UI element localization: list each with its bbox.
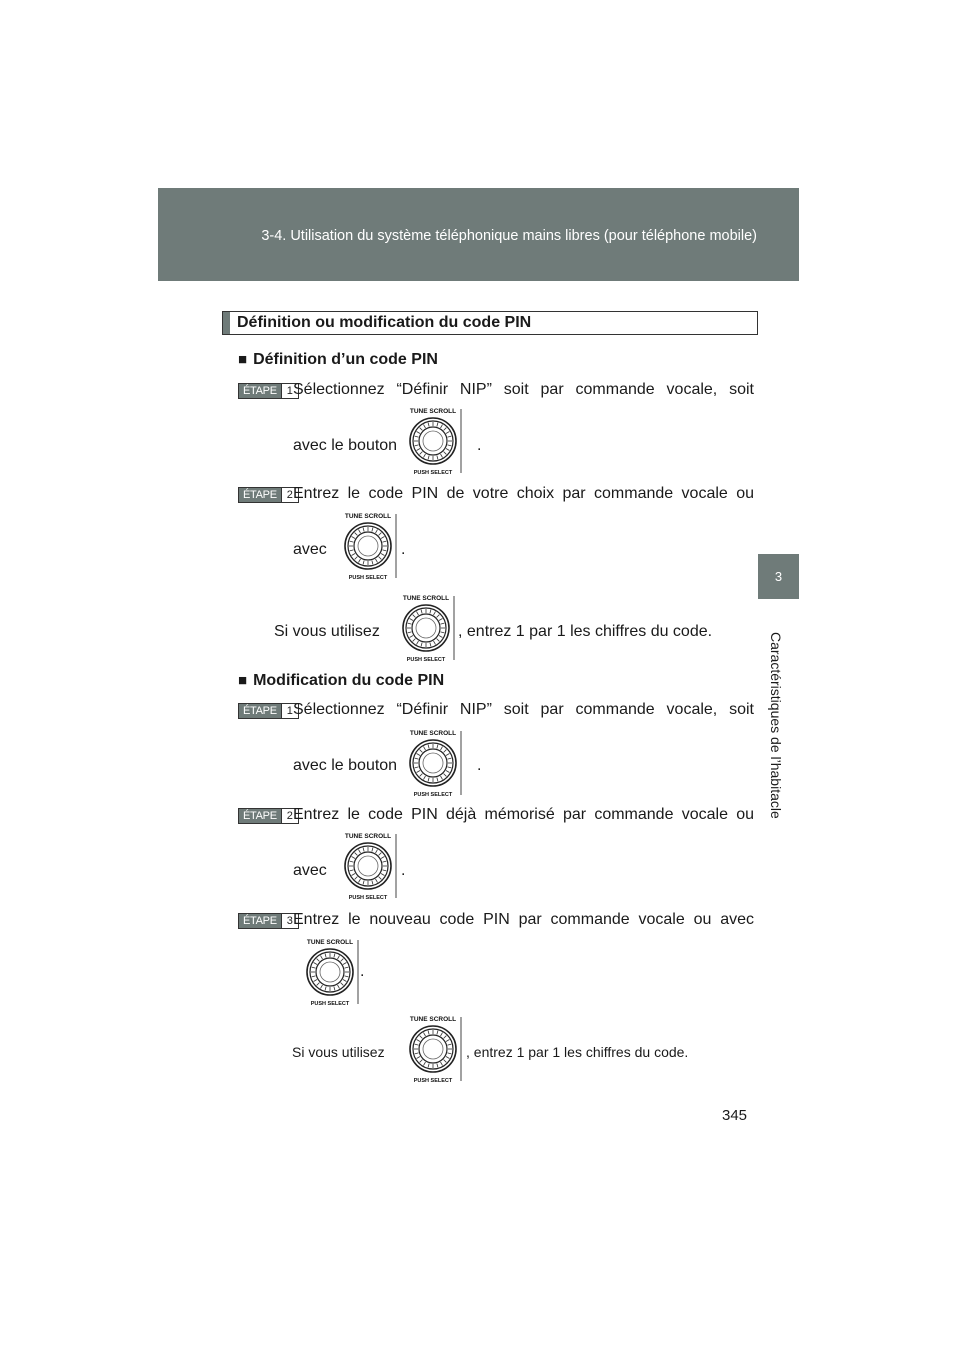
tune-scroll-knob-icon <box>405 405 465 482</box>
section-title: Définition ou modification du code PIN <box>237 314 532 331</box>
knob-top-label: TUNE SCROLL <box>344 513 392 520</box>
page-number: 345 <box>722 1107 748 1124</box>
knob-graphic <box>340 830 400 902</box>
step-text-end: . <box>360 963 365 980</box>
step-text: Entrez le code PIN déjà mémorisé par commande vocale ou <box>293 806 754 823</box>
step-text-end: . <box>477 437 482 454</box>
knob-bottom-label: PUSH SELECT <box>310 1001 350 1007</box>
step-text-cont: avec <box>293 862 327 879</box>
subheading-define-pin <box>238 351 438 369</box>
knob-bottom-label: PUSH SELECT <box>413 470 453 476</box>
step-text-cont: avec le bouton <box>293 437 398 454</box>
square-bullet-icon: ■ <box>238 672 248 689</box>
note-text-end: , entrez 1 par 1 les chiffres du code. <box>466 1044 689 1060</box>
step-number: 2 <box>281 488 298 502</box>
step-badge <box>238 808 299 824</box>
tune-scroll-knob-icon <box>302 936 365 1013</box>
knob-top-label: TUNE SCROLL <box>344 833 392 840</box>
knob-bottom-label: PUSH SELECT <box>413 792 453 798</box>
tune-scroll-knob-icon <box>405 1013 465 1090</box>
sidebar <box>758 281 799 1358</box>
step-label: ÉTAPE <box>239 384 281 398</box>
step-number: 1 <box>281 384 298 398</box>
knob-graphic <box>405 1013 465 1085</box>
note-text-end: , entrez 1 par 1 les chiffres du code. <box>458 623 713 640</box>
step-text: Entrez le nouveau code PIN par commande vocale ou avec <box>293 911 754 928</box>
knob-top-label: TUNE SCROLL <box>409 408 457 415</box>
step-text: Sélectionnez “Définir NIP” soit par commande vocale, soit <box>293 701 754 718</box>
step-text: Entrez le code PIN de votre choix par commande vocale ou <box>293 485 754 502</box>
step-text-end: . <box>477 757 482 774</box>
step-label: ÉTAPE <box>239 704 281 718</box>
chapter-tab[interactable]: 3 <box>758 554 799 599</box>
step-number: 2 <box>281 809 298 823</box>
chapter-header <box>158 188 799 281</box>
knob-graphic <box>405 727 465 799</box>
knob-top-label: TUNE SCROLL <box>402 595 450 602</box>
subheading-change-pin <box>238 672 444 690</box>
chapter-label: Caractéristiques de l’habitacle <box>768 632 784 819</box>
step-label: ÉTAPE <box>239 488 281 502</box>
step-text: Sélectionnez “Définir NIP” soit par commande vocale, soit <box>293 381 754 398</box>
step-label: ÉTAPE <box>239 914 281 928</box>
step-text-end: . <box>401 862 406 879</box>
tune-scroll-knob-icon <box>340 510 400 587</box>
section-heading <box>222 311 758 335</box>
tune-scroll-knob-icon <box>398 592 458 669</box>
knob-bottom-label: PUSH SELECT <box>348 575 388 581</box>
subheading-text: Définition d’un code PIN <box>253 351 438 368</box>
knob-graphic <box>398 592 458 664</box>
knob-top-label: TUNE SCROLL <box>306 939 354 946</box>
knob-bottom-label: PUSH SELECT <box>348 895 388 901</box>
note-text: Si vous utilisez <box>274 623 380 640</box>
step-badge <box>238 913 299 929</box>
step-text-end: . <box>401 541 406 558</box>
knob-graphic <box>340 510 400 582</box>
tune-scroll-knob-icon <box>340 830 400 907</box>
knob-top-label: TUNE SCROLL <box>409 1016 457 1023</box>
square-bullet-icon: ■ <box>238 351 248 368</box>
step-badge <box>238 703 299 719</box>
subheading-text: Modification du code PIN <box>253 672 445 689</box>
knob-bottom-label: PUSH SELECT <box>406 657 446 663</box>
knob-top-label: TUNE SCROLL <box>409 730 457 737</box>
step-text-cont: avec <box>293 541 327 558</box>
step-number: 3 <box>281 914 298 928</box>
tune-scroll-knob-icon <box>405 727 465 804</box>
step-text-cont: avec le bouton <box>293 757 398 774</box>
knob-graphic <box>302 936 365 1008</box>
note-text: Si vous utilisez <box>292 1044 385 1060</box>
step-badge <box>238 487 299 503</box>
breadcrumb: 3-4. Utilisation du système téléphonique mains libres (pour téléphone mobile) <box>261 228 757 244</box>
knob-graphic <box>405 405 465 477</box>
knob-bottom-label: PUSH SELECT <box>413 1078 453 1084</box>
step-badge <box>238 383 299 399</box>
step-label: ÉTAPE <box>239 809 281 823</box>
step-number: 1 <box>281 704 298 718</box>
